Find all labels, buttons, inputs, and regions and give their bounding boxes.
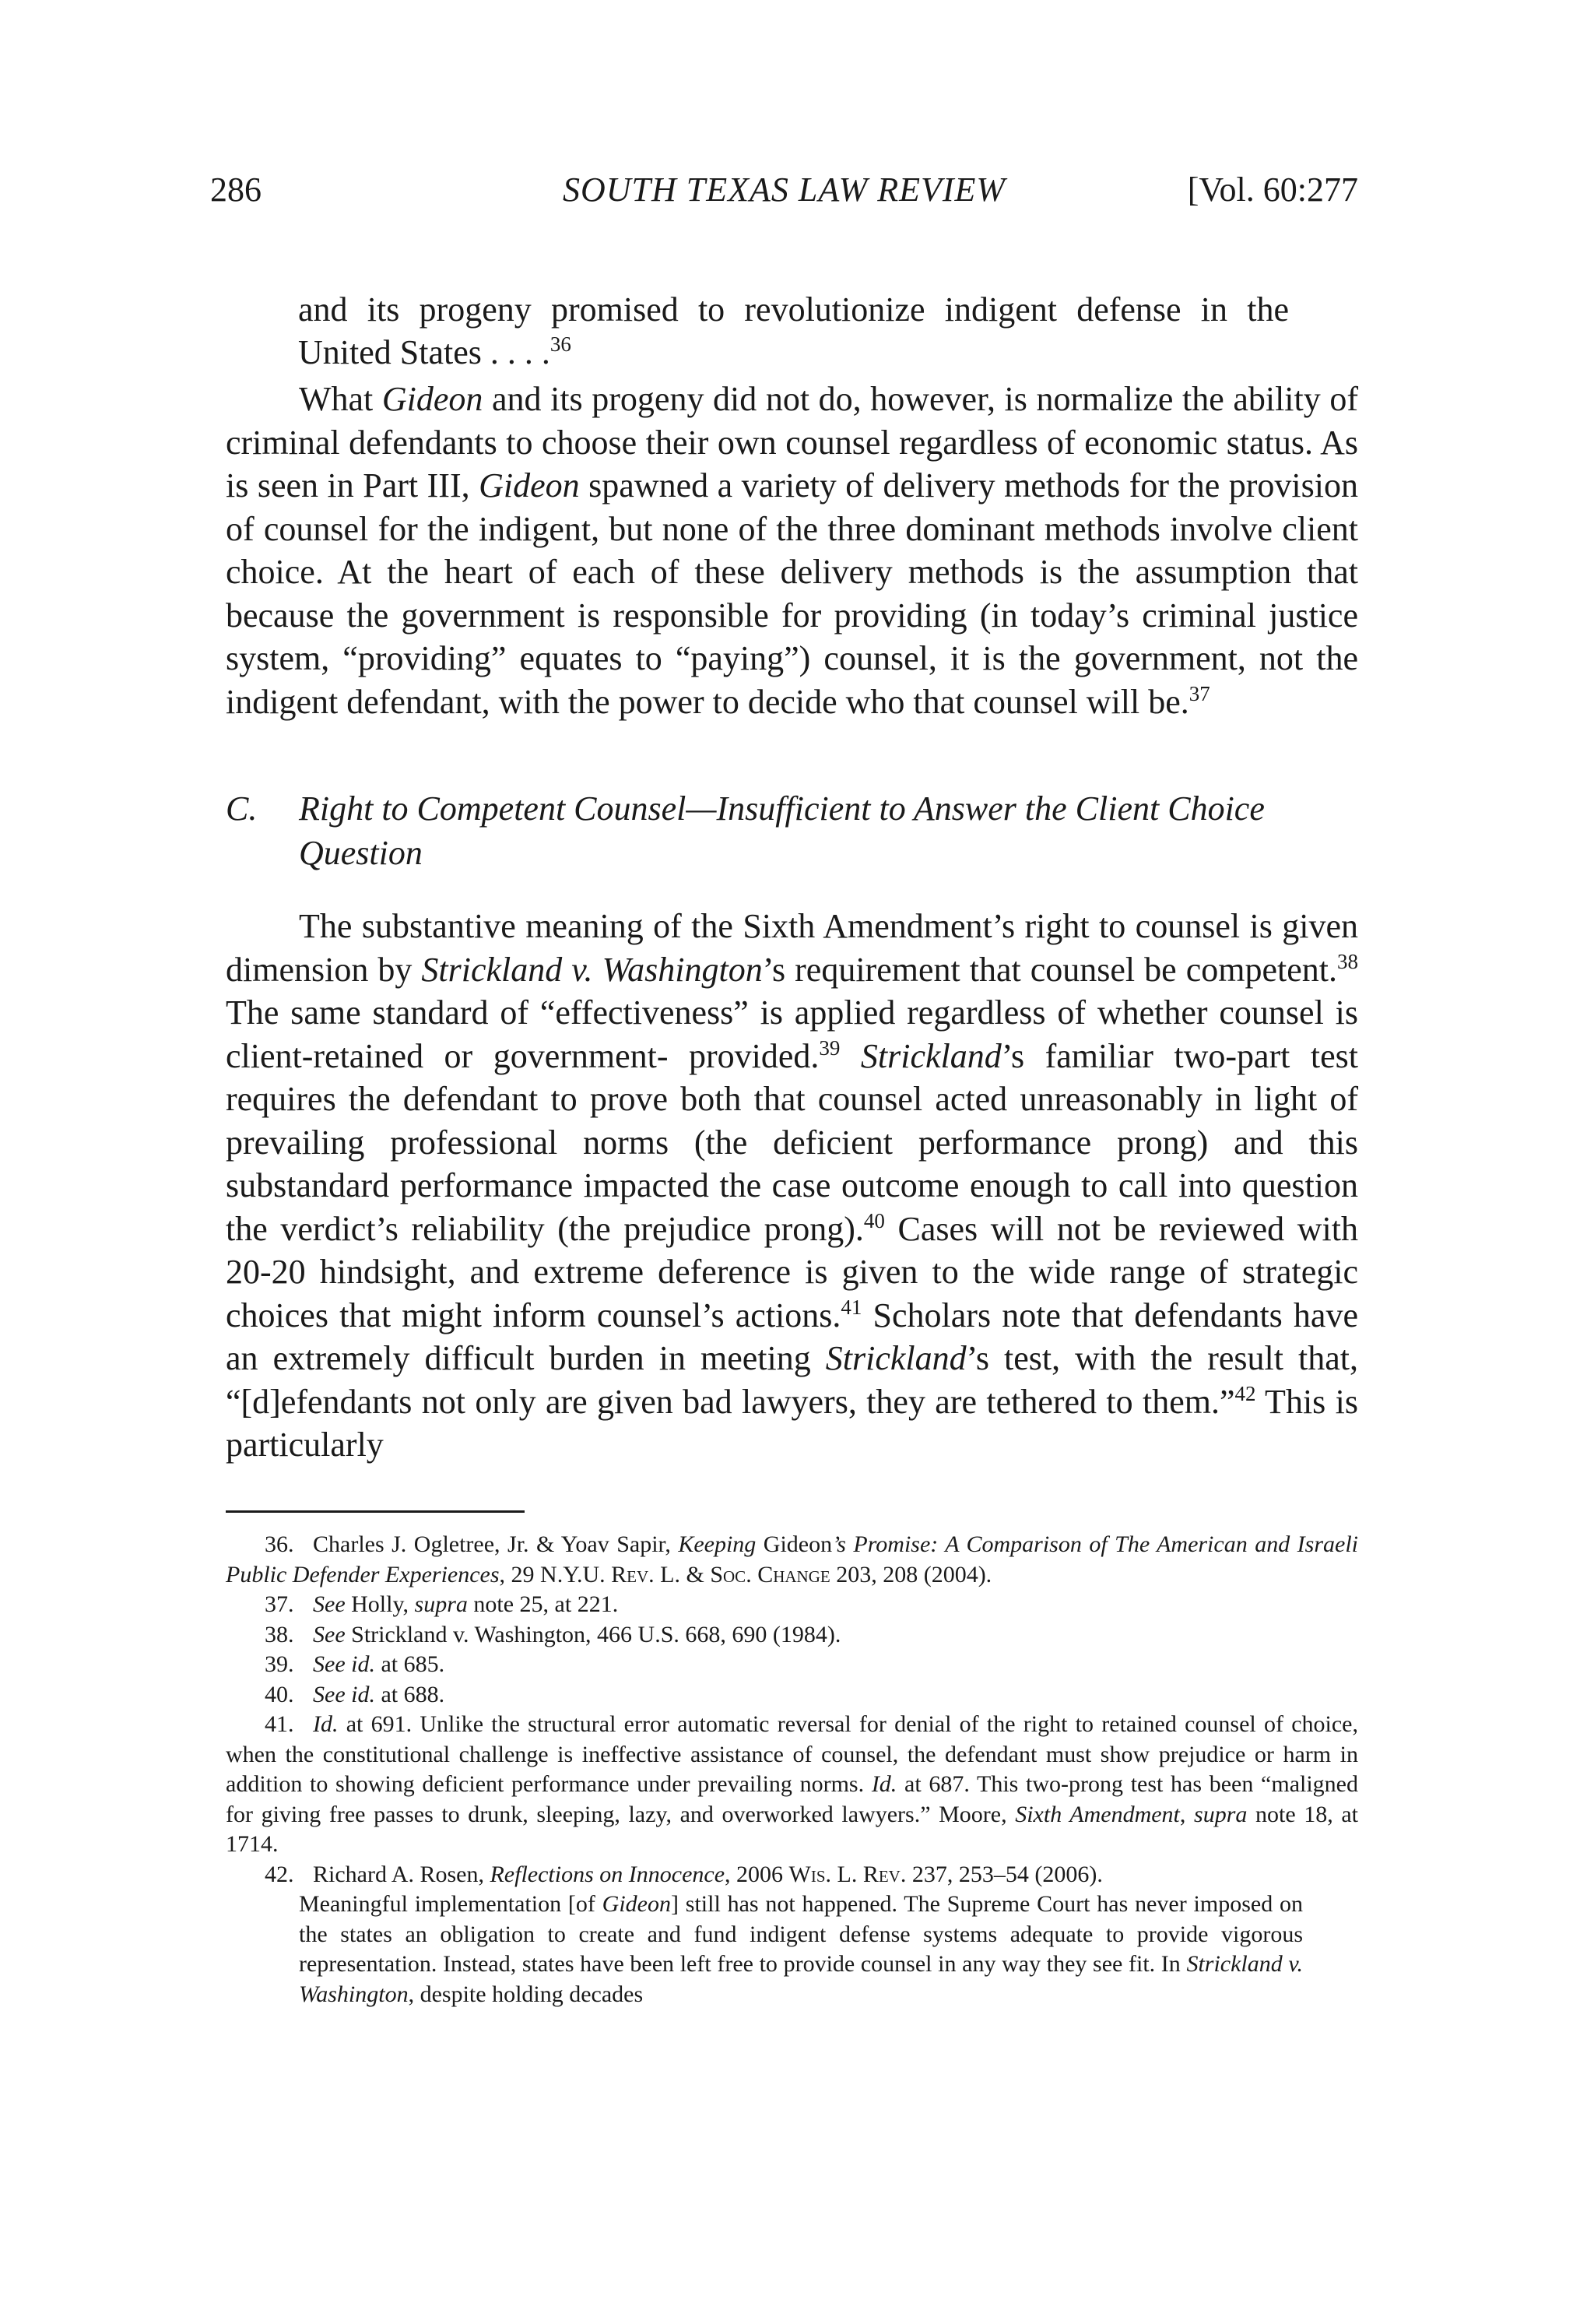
footnote-42 bbox=[226, 1860, 1358, 1890]
block-quote-text: and its progeny promised to revolutionize indigent defense in the United States . . . . bbox=[298, 290, 1289, 371]
article-title: ’s Promise: A Comparison of The American and Israeli Public Defender Experiences bbox=[226, 1531, 1358, 1587]
footnote-number: 41. bbox=[265, 1711, 294, 1737]
text-run: Holly, bbox=[345, 1591, 415, 1617]
text-run: ’s requirement that counsel be competent. bbox=[762, 950, 1338, 989]
section-heading bbox=[226, 786, 1358, 875]
footnote-ref-36[interactable]: 36 bbox=[549, 332, 571, 356]
running-header bbox=[210, 170, 1358, 224]
journal-name: Rev. L. & Soc. Change bbox=[611, 1561, 830, 1587]
page-number: 286 bbox=[210, 171, 262, 209]
text-run: This is particularly bbox=[226, 1382, 1358, 1464]
article-title: Sixth Amendment bbox=[1015, 1801, 1180, 1827]
footnote-39 bbox=[226, 1650, 1358, 1680]
case-name: Strickland bbox=[825, 1339, 967, 1377]
article-title: Reflections on Innocence bbox=[490, 1861, 725, 1887]
footnote-ref-38[interactable]: 38 bbox=[1337, 949, 1359, 973]
text-run: , 2006 bbox=[725, 1861, 789, 1887]
text-run: note 25, at 221. bbox=[467, 1591, 619, 1617]
journal-title: SOUTH TEXAS LAW REVIEW bbox=[562, 171, 1006, 209]
text-run: Scholars note that defendants have an extremely difficult burden in meeting bbox=[226, 1296, 1358, 1377]
text-run: ’s familiar two-part test requires the defendant to prove both that counsel acted unreasonably in light of prevailing professional norms (the deficient performance prong) and this substandard performance impacted the case outcome enough to call into question the verdict’s reliability (the prejudice prong). bbox=[226, 1036, 1358, 1248]
text-run: ’s test, with the result that, “[d]efendants not only are given bad lawyers, they are tethered to them.” bbox=[226, 1339, 1358, 1421]
footnote-38 bbox=[226, 1620, 1358, 1651]
footnote-number: 36. bbox=[265, 1531, 294, 1557]
footnote-40 bbox=[226, 1680, 1358, 1710]
journal-name: Wis. L. Rev. bbox=[788, 1861, 907, 1887]
text-run: , 29 N.Y.U. bbox=[499, 1561, 612, 1587]
block-quote bbox=[298, 288, 1289, 374]
text-run: at 685. bbox=[374, 1651, 445, 1677]
text-run: , bbox=[1179, 1801, 1195, 1827]
footnote-number: 42. bbox=[265, 1861, 294, 1887]
case-name: Strickland v. Washington bbox=[421, 950, 763, 989]
footnote-36 bbox=[226, 1530, 1358, 1590]
paragraph-2 bbox=[226, 905, 1358, 1467]
footnote-42-quote bbox=[299, 1890, 1303, 2009]
text-run: at 688. bbox=[374, 1681, 445, 1707]
footnote-number: 39. bbox=[265, 1651, 294, 1677]
case-name: Gideon bbox=[479, 466, 580, 505]
signal: Id. bbox=[871, 1771, 897, 1797]
footnote-number: 38. bbox=[265, 1621, 294, 1647]
text-run: and its progeny did not do, however, is normalize the ability of criminal defendants to choose their own counsel regardless of economic status. As is seen in Part III, bbox=[226, 380, 1358, 505]
case-name: Gideon bbox=[602, 1891, 671, 1917]
footnotes bbox=[226, 1530, 1358, 2009]
signal: See bbox=[313, 1591, 346, 1617]
text-run: Strickland v. Washington, 466 U.S. 668, 690 (1984). bbox=[345, 1621, 841, 1647]
footnote-number: 37. bbox=[265, 1591, 294, 1617]
case-name: Strickland bbox=[860, 1036, 1002, 1075]
signal: supra bbox=[1194, 1801, 1248, 1827]
text-run: The same standard of “effectiveness” is applied regardless of whether counsel is client-retained or government- provided. bbox=[226, 993, 1358, 1075]
article-title: Keeping bbox=[678, 1531, 764, 1557]
text-run: What bbox=[299, 380, 382, 418]
text-run: Cases will not be reviewed with 20-20 hindsight, and extreme deference is given to the wide range of strategic choices that might inform counsel’s actions. bbox=[226, 1209, 1358, 1334]
footnote-37 bbox=[226, 1590, 1358, 1620]
text-run: 237, 253–54 (2006). bbox=[906, 1861, 1103, 1887]
footnote-41 bbox=[226, 1710, 1358, 1860]
text-run: 203, 208 (2004). bbox=[830, 1561, 992, 1587]
footnote-ref-39[interactable]: 39 bbox=[819, 1035, 841, 1060]
text-run: note 18, at 1714. bbox=[226, 1801, 1358, 1857]
footnote-ref-37[interactable]: 37 bbox=[1188, 681, 1210, 705]
text-run: ] still has not happened. The Supreme Court has never imposed on the states an obligation to create and fund indigent defense systems adequate to provide vigorous representation. Instead, states have been left free to provide counsel in any way they see fit. In bbox=[299, 1891, 1303, 1977]
paragraph-1 bbox=[226, 378, 1358, 723]
footnote-ref-42[interactable]: 42 bbox=[1234, 1381, 1256, 1405]
footnote-ref-40[interactable]: 40 bbox=[863, 1208, 885, 1232]
signal: See id. bbox=[313, 1681, 375, 1707]
signal: Id. bbox=[313, 1711, 339, 1737]
text-run: at 691. Unlike the structural error automatic reversal for denial of the right to retained counsel of choice, when the constitutional challenge is ineffective assistance of counsel, the defendant must show prejudice or harm in addition to showing deficient performance under prevailing norms. bbox=[226, 1711, 1358, 1797]
signal: supra bbox=[414, 1591, 468, 1617]
footnote-ref-41[interactable]: 41 bbox=[841, 1295, 862, 1319]
signal: See bbox=[313, 1621, 346, 1647]
footnote-divider bbox=[226, 1510, 525, 1513]
text-run: Richard A. Rosen, bbox=[313, 1861, 490, 1887]
text-run: Charles J. Ogletree, Jr. & Yoav Sapir, bbox=[313, 1531, 679, 1557]
signal: See id. bbox=[313, 1651, 375, 1677]
text-run: at 687. This two-prong test has been “maligned for giving free passes to drunk, sleeping, lazy, and overworked lawyers.” Moore, bbox=[226, 1771, 1358, 1827]
case-name: Gideon bbox=[763, 1531, 833, 1557]
text-run: The substantive meaning of the Sixth Amendment’s right to counsel is given dimension by bbox=[226, 907, 1358, 989]
case-name: Gideon bbox=[381, 380, 483, 418]
text-run: spawned a variety of delivery methods for the provision of counsel for the indigent, but none of the three dominant methods involve client choice. At the heart of each of these delivery methods is the assumption that because the government is responsible for providing (in today’s criminal justice system, “providing” equates to “paying”) counsel, it is the government, not the indigent defendant, with the power to decide who that counsel will be. bbox=[226, 466, 1359, 721]
section-letter: C. bbox=[226, 789, 258, 828]
section-title: Right to Competent Counsel—Insufficient to Answer the Client Choice Question bbox=[299, 789, 1265, 872]
volume-citation: [Vol. 60:277 bbox=[1187, 171, 1358, 209]
text-run: Meaningful implementation [of bbox=[299, 1891, 602, 1917]
footnote-number: 40. bbox=[265, 1681, 294, 1707]
case-name: Strickland v. Washington bbox=[299, 1951, 1304, 2007]
text-run: , despite holding decades bbox=[408, 1981, 644, 2007]
